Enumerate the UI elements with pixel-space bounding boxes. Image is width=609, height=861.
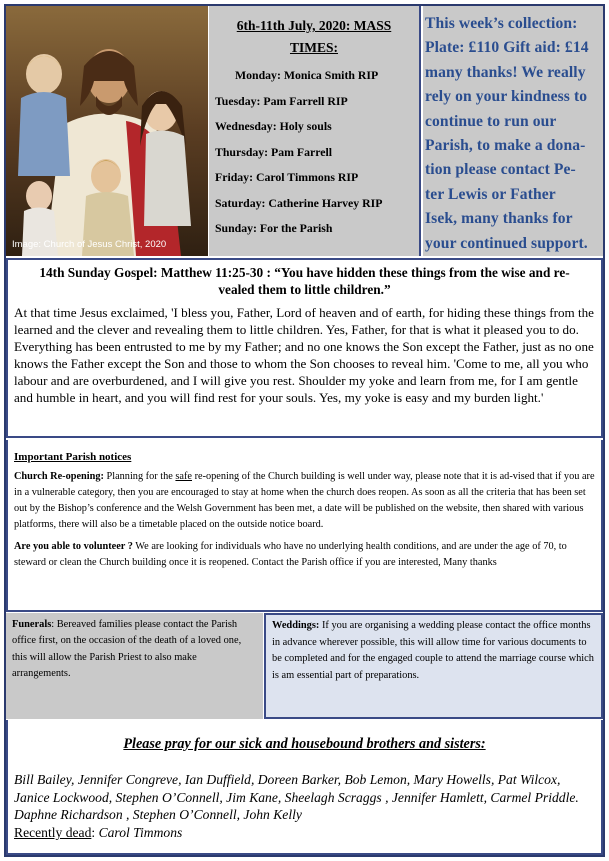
sick-housebound-names: Bill Bailey, Jennifer Congreve, Ian Duffield, Doreen Barker, Bob Lemon, Mary Howells, Pat Wilcox, Janice Lockwood, Stephen O’Connell, Jim Kane, Sheelagh Scraggs , Jennifer Hamlett, Carmel Priddle. Daphne Richardson , Stephen O’Connell, John Kelly <box>14 772 579 823</box>
recently-dead-names: Carol Timmons <box>98 824 183 840</box>
collection-line: many thanks! We really <box>425 63 586 81</box>
jesus-with-children-image <box>6 6 208 256</box>
photo-caption: Image: Church of Jesus Christ, 2020 <box>12 239 167 250</box>
collection-line: This week’s collection: <box>425 15 578 32</box>
gospel-title: 14th Sunday Gospel: Matthew 11:25-30 : “You have hidden these things from the wise and re-vealed them to little children.” <box>39 265 570 297</box>
reopening-text-start: Planning for the <box>103 471 176 482</box>
funerals-text: : Bereaved families please contact the Parish office first, on the occasion of the death of a loved one, this will allow the Parish Priest to also make arrangements. <box>12 619 242 680</box>
collection-line: your continued support. <box>425 234 588 252</box>
recently-dead-separator: : <box>91 824 99 840</box>
mass-title-line1: 6th-11th July, 2020: MASS <box>236 18 392 33</box>
funerals-panel <box>6 613 263 719</box>
mass-times-list <box>209 63 419 242</box>
recently-dead-line <box>14 824 595 842</box>
notices-heading: Important Parish notices <box>14 451 132 463</box>
parish-notices-section <box>6 440 603 612</box>
weddings-text: If you are organising a wedding please contact the office months in advance wherever possible, this will allow time for various documents to be completed and for the engaged couple to attend the marriage course which is am essential part of preparations. <box>272 620 594 681</box>
mass-day-friday: Friday: Carol Timmons RIP <box>215 170 359 184</box>
weddings-label: Weddings: <box>272 620 320 631</box>
collection-line: rely on your kindness to <box>425 88 588 106</box>
collection-panel <box>423 6 603 256</box>
collection-line: Parish, to make a dona- <box>425 137 586 155</box>
church-reopening-notice <box>14 469 595 533</box>
mass-times-panel <box>209 6 421 256</box>
mass-day-monday: Monday: Monica Smith RIP <box>235 68 379 82</box>
prayers-heading: Please pray for our sick and housebound brothers and sisters: <box>123 736 486 752</box>
mass-day-sunday: Sunday: For the Parish <box>215 221 333 235</box>
painting-illustration <box>6 6 208 256</box>
collection-line: Isek, many thanks for <box>425 210 573 228</box>
prayers-section <box>6 720 603 855</box>
collection-line: ter Lewis or Father <box>425 185 556 203</box>
volunteer-label: Are you able to volunteer ? <box>14 540 133 552</box>
volunteer-text: We are looking for individuals who have no underlying health conditions, and are under the age of 70, to steward or clean the Church building once it is reopened. Contact the Parish office if you are interested, Many thanks <box>14 540 567 568</box>
reopening-safe-word: safe <box>175 471 192 482</box>
reopening-text-end: re-opening of the Church building is well under way, please note that it is ad-vised that if you are in a vulnerable category, then you are encouraged to stay at home when the church does reopen. As soon as all the criteria that has been set out by the Bishop’s conference and the Welsh Government has been met, a date will be published on the website, then shared with various platforms, there will also be a timetable placed on the outside notice board. <box>14 471 595 530</box>
gospel-section <box>6 258 603 438</box>
funerals-label: Funerals <box>12 619 52 630</box>
gospel-text: At that time Jesus exclaimed, 'I bless you, Father, Lord of heaven and of earth, for hiding these things from the learned and the clever and revealing them to little children. Yes, Father, for that is what it pleased you to do. Everything has been entrusted to me by my Father; and no one knows the Son except the Father, just as no one knows the Father except the Son and those to whom the Son chooses to reveal him. 'Come to me, all you who labour and are overburdened, and I will give you rest. Shoulder my yoke and learn from me, for I am gentle and humble in heart, and you will find rest for your souls. Yes, my yoke is easy and my burden light.' <box>14 305 594 405</box>
volunteer-notice <box>14 539 595 571</box>
weddings-panel <box>264 613 603 719</box>
mass-day-thursday: Thursday: Pam Farrell <box>215 144 333 159</box>
mass-day-saturday: Saturday: Catherine Harvey RIP <box>215 195 383 210</box>
church-reopening-label: Church Re-opening: <box>14 471 104 482</box>
mass-day-wednesday: Wednesday: Holy souls <box>215 119 332 133</box>
mass-day-tuesday: Tuesday: Pam Farrell RIP <box>215 93 348 108</box>
collection-line: continue to run our <box>425 112 557 130</box>
mass-times-title <box>209 15 419 59</box>
recently-dead-label: Recently dead <box>14 824 92 840</box>
collection-line: Plate: £110 Gift aid: £14 <box>425 39 589 57</box>
mass-title-line2: TIMES: <box>289 40 338 55</box>
collection-line: tion please contact Pe- <box>425 161 576 179</box>
